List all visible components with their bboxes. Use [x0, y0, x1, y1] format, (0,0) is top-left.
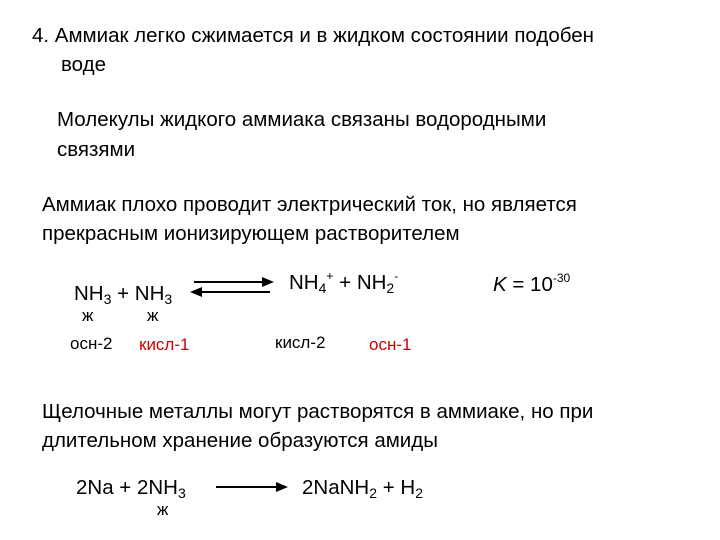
- metals-line-1: Щелочные металлы могут растворятся в аммиаке, но при: [42, 400, 594, 423]
- products-autoionization: [289, 271, 398, 295]
- k-value: = 10: [512, 273, 553, 296]
- phase-label-liquid-1: ж: [82, 306, 94, 325]
- k-symbol: K: [493, 273, 507, 296]
- point-4-line-2: воде: [61, 53, 106, 76]
- label-base-1: осн-1: [369, 335, 412, 354]
- equilibrium-constant: [493, 273, 570, 297]
- plus-sign-products: +: [339, 271, 352, 294]
- products-amide: [302, 476, 423, 500]
- nh2-ion: $NH_2^-$: [356, 269, 399, 296]
- label-base-2: осн-2: [70, 334, 113, 353]
- metals-line-2: длительном хранение образуются амиды: [42, 429, 438, 452]
- reactants-amide: $2Na + 2NH_3$: [76, 476, 186, 501]
- plus-sign: +: [117, 282, 130, 305]
- sodium-amide: 2NaNH$_2$: [302, 476, 378, 501]
- h-bonds-line-1: Молекулы жидкого аммиака связаны водородными: [57, 108, 547, 131]
- label-acid-2: кисл-2: [275, 333, 326, 352]
- phase-label-liquid-3: ж: [157, 500, 169, 519]
- k-exponent: -30: [552, 271, 571, 285]
- phase-label-liquid-2: ж: [147, 306, 159, 325]
- nh4-ion: $NH_4^+$: [289, 269, 334, 296]
- conduct-line-2: прекрасным ионизирующем растворителем: [42, 222, 460, 245]
- hydrogen-product: + $H_2$: [382, 476, 423, 501]
- h-bonds-line-2: связями: [57, 138, 136, 161]
- point-4-line-1: 4. Аммиак легко сжимается и в жидком состоянии подобен: [32, 24, 594, 47]
- conduct-line-1: Аммиак плохо проводит электрический ток, но является: [42, 193, 577, 216]
- label-acid-1: кисл-1: [139, 335, 190, 354]
- nh3-formula-2: $NH_3$: [134, 282, 173, 307]
- nh3-formula-1: $NH_3$: [74, 282, 112, 307]
